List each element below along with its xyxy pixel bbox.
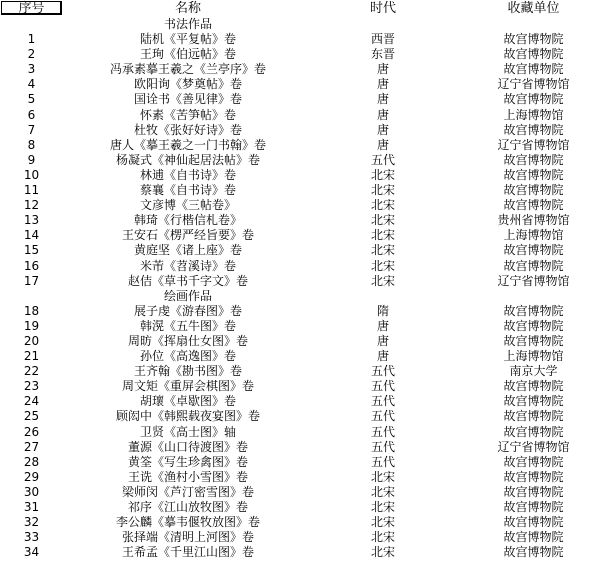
artwork-collection: 上海博物馆 [503, 349, 564, 364]
row-number: 3 [27, 62, 36, 77]
table-row [0, 319, 614, 334]
row-number: 13 [23, 213, 40, 228]
artwork-name: 黄筌《写生珍禽图》卷 [127, 454, 248, 469]
artwork-name: 唐人《摹王羲之一门书翰》卷 [109, 137, 266, 152]
artwork-era: 北宋 [370, 484, 395, 499]
artwork-name: 怀素《苦笋帖》卷 [139, 107, 236, 122]
artwork-name: 黄庭坚《诸上座》卷 [133, 243, 242, 258]
row-number: 30 [23, 484, 40, 499]
artwork-collection: 故宫博物院 [503, 47, 564, 62]
row-number: 25 [23, 409, 40, 424]
artwork-name: 蔡襄《自书诗》卷 [139, 183, 236, 198]
artwork-era: 西晋 [370, 32, 395, 47]
artwork-era: 五代 [370, 424, 395, 439]
table-row [0, 409, 614, 424]
header-era: 时代 [369, 1, 396, 16]
artwork-era: 北宋 [370, 167, 395, 182]
artwork-name: 孙位《高逸图》卷 [139, 349, 236, 364]
artwork-name: 米芾《苕溪诗》卷 [139, 258, 236, 273]
table-row [0, 440, 614, 455]
row-number: 2 [27, 47, 36, 62]
table-row [0, 123, 614, 138]
table-row [0, 213, 614, 228]
artwork-name: 杨凝式《神仙起居法帖》卷 [115, 152, 260, 167]
row-number: 1 [27, 32, 36, 47]
artwork-name: 顾闳中《韩熙载夜宴图》卷 [115, 409, 260, 424]
artwork-collection: 南京大学 [509, 364, 558, 379]
artwork-collection: 故宫博物院 [503, 530, 564, 545]
artwork-era: 五代 [370, 409, 395, 424]
artwork-name: 周昉《挥扇仕女图》卷 [127, 333, 248, 348]
table-row [0, 485, 614, 500]
artwork-era: 唐 [376, 62, 389, 77]
row-number: 34 [23, 545, 40, 560]
artwork-name: 韩琦《行楷信札卷》 [133, 213, 242, 228]
row-number: 9 [27, 152, 36, 167]
artwork-collection: 故宫博物院 [503, 62, 564, 77]
table-row [0, 364, 614, 379]
table-row [0, 32, 614, 47]
row-number: 7 [27, 122, 36, 137]
artwork-era: 唐 [376, 333, 389, 348]
table-row [0, 394, 614, 409]
artwork-name: 梁师闵《芦汀密雪图》卷 [121, 484, 254, 499]
artwork-era: 隋 [376, 303, 389, 318]
table-row [0, 379, 614, 394]
row-number: 28 [23, 454, 40, 469]
artwork-name: 卫贤《高士图》轴 [139, 424, 236, 439]
artwork-collection: 故宫博物院 [503, 152, 564, 167]
artwork-era: 五代 [370, 364, 395, 379]
artwork-name: 董源《山口待渡图》卷 [127, 439, 248, 454]
artwork-name: 张择端《清明上河图》卷 [121, 530, 254, 545]
table-row [0, 153, 614, 168]
artwork-era: 北宋 [370, 515, 395, 530]
artwork-era: 北宋 [370, 258, 395, 273]
artwork-name: 文彦博《三帖卷》 [139, 198, 236, 213]
row-number: 11 [23, 183, 40, 198]
artwork-collection: 上海博物馆 [503, 228, 564, 243]
artwork-era: 唐 [376, 349, 389, 364]
artwork-collection: 故宫博物院 [503, 484, 564, 499]
header-name: 名称 [174, 1, 201, 16]
section-title: 书法作品 [163, 17, 212, 31]
artwork-collection: 故宫博物院 [503, 379, 564, 394]
artwork-name: 胡瓌《卓歇图》卷 [139, 394, 236, 409]
table-row [0, 425, 614, 440]
artwork-collection: 故宫博物院 [503, 545, 564, 560]
row-number: 24 [23, 394, 40, 409]
table-row [0, 92, 614, 107]
row-number: 16 [23, 258, 40, 273]
artwork-era: 北宋 [370, 183, 395, 198]
row-number: 33 [23, 530, 40, 545]
row-number: 14 [23, 228, 40, 243]
artwork-collection: 故宫博物院 [503, 469, 564, 484]
table-row [0, 334, 614, 349]
artwork-collection: 故宫博物院 [503, 243, 564, 258]
artwork-name: 国诠书《善见律》卷 [133, 92, 242, 107]
artwork-name: 王诜《渔村小雪图》卷 [127, 469, 248, 484]
artwork-collection: 故宫博物院 [503, 454, 564, 469]
artwork-name: 周文矩《重屏会棋图》卷 [121, 379, 254, 394]
row-number: 21 [23, 349, 40, 364]
row-number: 22 [23, 364, 40, 379]
artwork-era: 北宋 [370, 213, 395, 228]
artwork-collection: 辽宁省博物馆 [497, 77, 570, 92]
artwork-collection: 故宫博物院 [503, 424, 564, 439]
artwork-collection: 故宫博物院 [503, 258, 564, 273]
table-row [0, 470, 614, 485]
artwork-collection: 故宫博物院 [503, 303, 564, 318]
table-row [0, 259, 614, 274]
table-row [0, 274, 614, 289]
artwork-collection: 辽宁省博物馆 [497, 137, 570, 152]
row-number: 23 [23, 379, 40, 394]
artwork-era: 五代 [370, 379, 395, 394]
artwork-era: 北宋 [370, 500, 395, 514]
artwork-era: 唐 [376, 77, 389, 92]
header-collection: 收藏单位 [507, 1, 560, 16]
row-number: 27 [23, 439, 40, 454]
row-number: 19 [23, 318, 40, 333]
artwork-era: 唐 [376, 137, 389, 152]
table-row [0, 304, 614, 319]
row-number: 12 [23, 198, 40, 213]
section-title: 绘画作品 [163, 288, 212, 303]
artwork-era: 北宋 [370, 273, 395, 288]
row-number: 29 [23, 469, 40, 484]
artwork-name: 王珣《伯远帖》卷 [139, 47, 236, 62]
table-row [0, 168, 614, 183]
artwork-name: 赵佶《草书千字文》卷 [127, 273, 248, 288]
artwork-name: 展子虔《游春图》卷 [133, 303, 242, 318]
artwork-name: 王安石《楞严经旨要》卷 [121, 228, 254, 243]
artwork-name: 冯承素摹王羲之《兰亭序》卷 [109, 62, 266, 77]
artwork-era: 北宋 [370, 545, 395, 560]
artwork-collection: 故宫博物院 [503, 122, 564, 137]
artwork-era: 北宋 [370, 198, 395, 213]
table-row [0, 108, 614, 123]
table-row [0, 243, 614, 258]
table-row [0, 545, 614, 560]
row-number: 15 [23, 243, 40, 258]
table-row [0, 530, 614, 545]
table-row [0, 198, 614, 213]
artwork-era: 五代 [370, 394, 395, 409]
artwork-era: 北宋 [370, 228, 395, 243]
artwork-era: 唐 [376, 92, 389, 107]
section-row [0, 17, 614, 32]
table-row [0, 515, 614, 530]
artwork-era: 五代 [370, 152, 395, 167]
artwork-name: 陆机《平复帖》卷 [139, 32, 236, 47]
row-number: 18 [23, 303, 40, 318]
section-row [0, 289, 614, 304]
header-no: 序号 [18, 1, 45, 16]
table-row [0, 77, 614, 92]
artwork-name: 杜牧《张好好诗》卷 [133, 122, 242, 137]
row-number: 20 [23, 333, 40, 348]
row-number: 17 [23, 273, 40, 288]
table-row [0, 228, 614, 243]
artwork-collection: 故宫博物院 [503, 32, 564, 47]
row-number: 6 [27, 107, 36, 122]
artwork-collection: 故宫博物院 [503, 92, 564, 107]
artwork-name: 祁序《江山放牧图》卷 [127, 500, 248, 514]
artwork-collection: 辽宁省博物馆 [497, 439, 570, 454]
artwork-name: 王希孟《千里江山图》卷 [121, 545, 254, 560]
artwork-era: 五代 [370, 454, 395, 469]
artwork-collection: 故宫博物院 [503, 394, 564, 409]
artwork-collection: 故宫博物院 [503, 318, 564, 333]
table-row [0, 500, 614, 515]
artwork-name: 韩滉《五牛图》卷 [139, 318, 236, 333]
row-number: 5 [27, 92, 36, 107]
artwork-collection: 故宫博物院 [503, 183, 564, 198]
artwork-era: 东晋 [370, 47, 395, 62]
artwork-name: 林逋《自书诗》卷 [139, 167, 236, 182]
artwork-era: 唐 [376, 122, 389, 137]
artwork-collection: 故宫博物院 [503, 500, 564, 514]
artwork-era: 北宋 [370, 469, 395, 484]
table-row [0, 183, 614, 198]
header-row [0, 0, 614, 17]
row-number: 4 [27, 77, 36, 92]
artwork-era: 唐 [376, 318, 389, 333]
artwork-name: 欧阳询《梦奠帖》卷 [133, 77, 242, 92]
row-number: 10 [23, 167, 40, 182]
artwork-name: 王齐翰《勘书图》卷 [133, 364, 242, 379]
table-body [0, 17, 614, 560]
artwork-era: 五代 [370, 439, 395, 454]
artwork-collection: 故宫博物院 [503, 515, 564, 530]
artwork-collection: 上海博物馆 [503, 107, 564, 122]
artwork-era: 北宋 [370, 530, 395, 545]
artwork-collection: 故宫博物院 [503, 409, 564, 424]
table-row [0, 62, 614, 77]
table-row [0, 47, 614, 62]
artwork-era: 唐 [376, 107, 389, 122]
table-row [0, 349, 614, 364]
artwork-collection: 故宫博物院 [503, 333, 564, 348]
artwork-collection: 贵州省博物馆 [497, 213, 570, 228]
artwork-collection: 故宫博物院 [503, 198, 564, 213]
row-number: 8 [27, 137, 36, 152]
row-number: 31 [23, 500, 40, 514]
table-row [0, 138, 614, 153]
row-number: 26 [23, 424, 40, 439]
row-number: 32 [23, 515, 40, 530]
artwork-collection: 故宫博物院 [503, 167, 564, 182]
artwork-collection: 辽宁省博物馆 [497, 273, 570, 288]
table-row [0, 455, 614, 470]
artwork-era: 北宋 [370, 243, 395, 258]
artwork-name: 李公麟《摹韦偃牧放图》卷 [115, 515, 260, 530]
